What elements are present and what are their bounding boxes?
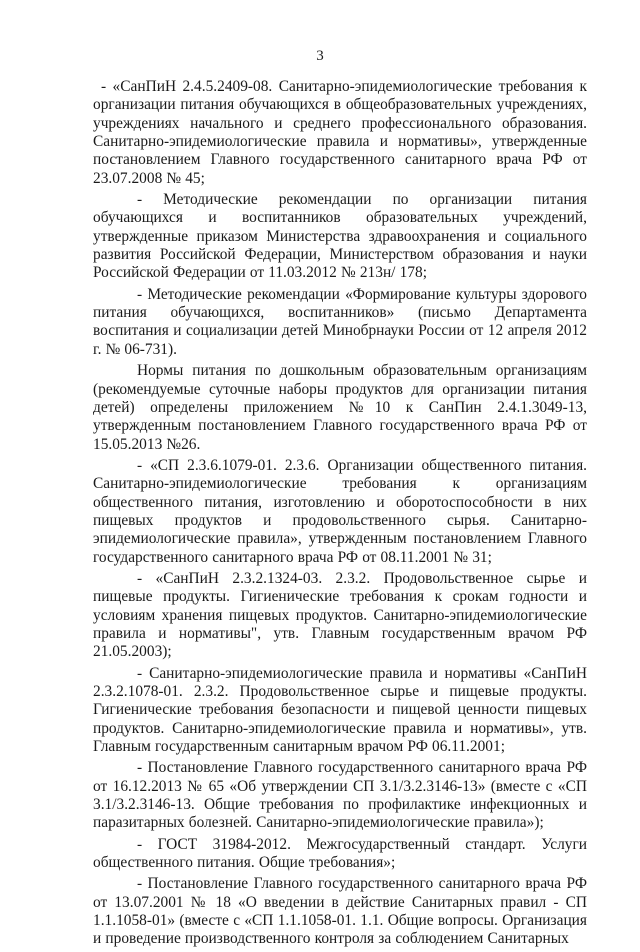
document-body: [93, 78, 587, 952]
paragraph-sp-1-1-1058-01: - Постановление Главного государственного санитарного врача РФ от 13.07.2001 № 18 «О введении в действие Санитарных правил - СП 1.1.1058-01» (вместе с «СП 1.1.1058-01. 1.1. Общие вопросы. Организация и проведение производственного контроля за соблюдением Санитарных: [93, 875, 587, 948]
paragraph-gost-31984-2012: - ГОСТ 31984-2012. Межгосударственный стандарт. Услуги общественного питания. Общие требования»;: [93, 835, 587, 872]
paragraph-method-recommendations-culture: - Методические рекомендации «Формирование культуры здорового питания обучающихся, воспитанников» (письмо Департамента воспитания и социализации детей Минобрнауки России от 12 апреля 2012 г. № 06-731).: [93, 285, 587, 358]
paragraph-sanpin-2-4-5-2409-08: - «СанПиН 2.4.5.2409-08. Санитарно-эпидемиологические требования к организации питания обучающихся в общеобразовательных учреждениях, учреждениях начального и среднего профессионального образования. Санитарно-эпидемиологические правила и нормативы», утвержденные постановлением Главного государственного санитарного врача РФ от 23.07.2008 № 45;: [93, 78, 587, 187]
paragraph-sp-3-1-3-2-3146-13: - Постановление Главного государственного санитарного врача РФ от 16.12.2013 № 65 «Об утверждении СП 3.1/3.2.3146-13» (вместе с «СП 3.1/3.2.3146-13. Общие требования по профилактике инфекционных и паразитарных болезней. Санитарно-эпидемиологические правила»);: [93, 759, 587, 832]
paragraph-sp-2-3-6-1079-01: - «СП 2.3.6.1079-01. 2.3.6. Организации общественного питания. Санитарно-эпидемиологические требования к организациям общественного питания, изготовлению и оборотоспособности в них пищевых продуктов и продовольственного сырья. Санитарно-эпидемиологические правила», утвержденным постановлением Главного государственного санитарного врача РФ от 08.11.2001 № 31;: [93, 456, 587, 566]
paragraph-sanpin-2-3-2-1324-03: - «СанПиН 2.3.2.1324-03. 2.3.2. Продовольственное сырье и пищевые продукты. Гигиенические требования к срокам годности и условиям хранения пищевых продуктов. Санитарно-эпидемиологические правила и нормативы", утв. Главным государственным врачом РФ 21.05.2003);: [93, 569, 587, 661]
page-number: 3: [316, 48, 324, 64]
paragraph-sanpin-2-3-2-1078-01: - Санитарно-эпидемиологические правила и нормативы «СанПиН 2.3.2.1078-01. 2.3.2. Продовольственное сырье и пищевые продукты. Гигиенические требования безопасности и пищевой ценности пищевых продуктов. Санитарно-эпидемиологические правила и нормативы», утв. Главным государственным санитарным врачом РФ 06.11.2001;: [93, 664, 587, 756]
paragraph-preschool-norms: Нормы питания по дошкольным образовательным организациям (рекомендуемые суточные наборы продуктов для организации питания детей) определены приложением №10 к СанПин 2.4.1.3049-13, утвержденным постановлением Главного государственного врача РФ от 15.05.2013 №26.: [93, 362, 587, 453]
paragraph-method-recommendations-nutrition: - Методические рекомендации по организации питания обучающихся и воспитанников образовательных учреждений, утвержденные приказом Министерства здравоохранения и социального развития Российской Федерации, Министерством образования и науки Российской Федерации от 11.03.2012 № 213н/ 178;: [93, 191, 587, 282]
